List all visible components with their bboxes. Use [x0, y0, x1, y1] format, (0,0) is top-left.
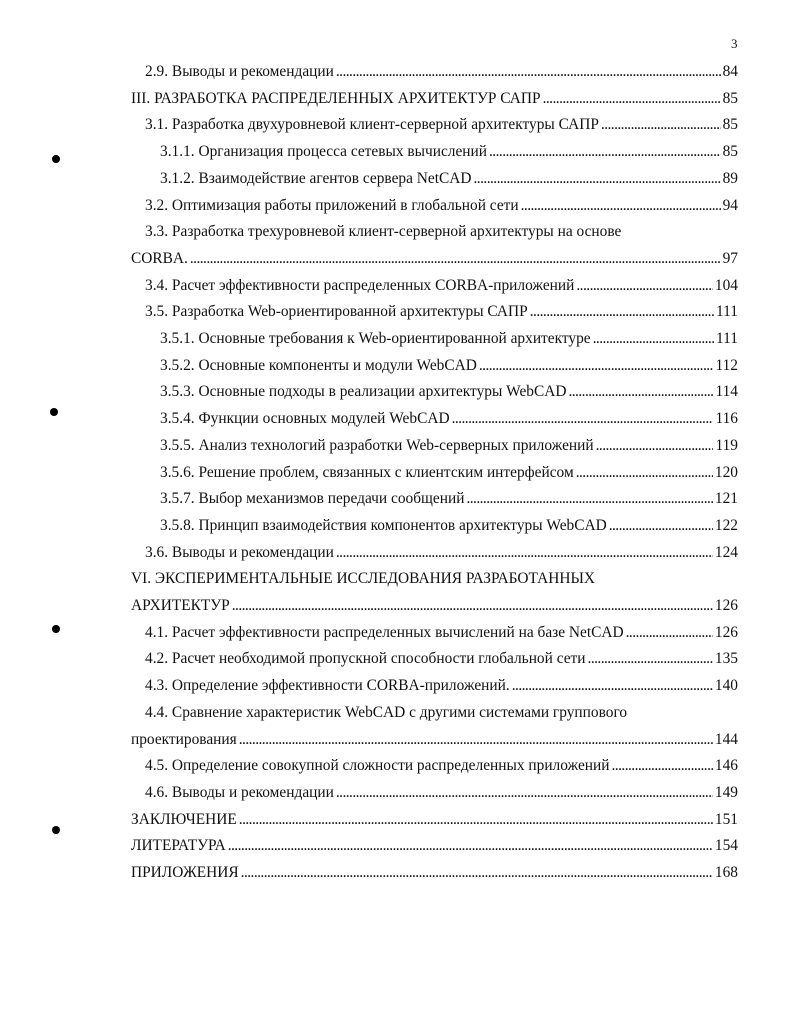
toc-entry-first-line: 4.4. Сравнение характеристик WebCAD с другими системами группового — [145, 703, 628, 721]
toc-entry[interactable] — [160, 356, 738, 376]
dot-leader — [479, 356, 714, 376]
toc-entry[interactable] — [160, 436, 738, 456]
toc-entry-page: 89 — [722, 169, 738, 187]
toc-entry-title: 3.1.2. Взаимодействие агентов сервера NetCAD — [160, 169, 472, 187]
toc-entry-title: АРХИТЕКТУР — [131, 597, 230, 614]
dot-leader — [232, 596, 713, 616]
toc-entry[interactable] — [145, 756, 738, 776]
toc-entry-page: 114 — [715, 383, 738, 401]
toc-entry-title: ПРИЛОЖЕНИЯ — [131, 864, 239, 881]
toc-entry[interactable] — [160, 142, 738, 162]
toc-entry-page: 168 — [714, 864, 738, 881]
toc-entry-first-line: VI. ЭКСПЕРИМЕНТАЛЬНЫЕ ИССЛЕДОВАНИЯ РАЗРАБОТАННЫХ — [131, 570, 596, 588]
dot-leader — [576, 463, 713, 483]
toc-entry[interactable] — [131, 89, 738, 109]
toc-entry[interactable] — [160, 329, 738, 349]
toc-entry[interactable] — [160, 169, 738, 189]
toc-entry-title: III. РАЗРАБОТКА РАСПРЕДЕЛЕННЫХ АРХИТЕКТУР САПР — [131, 89, 541, 107]
toc-entry-title: 3.5.8. Принцип взаимодействия компонентов архитектуры WebCAD — [160, 516, 607, 534]
toc-entry[interactable] — [145, 115, 738, 135]
toc-entry-page: 104 — [714, 276, 738, 294]
toc-entry-page: 94 — [722, 196, 738, 214]
toc-entry[interactable] — [131, 810, 738, 830]
dot-leader — [626, 623, 713, 643]
dot-leader — [452, 409, 714, 429]
dot-leader — [521, 196, 721, 216]
dot-leader — [596, 436, 714, 456]
toc-entry[interactable] — [145, 543, 738, 563]
dot-leader — [466, 489, 712, 509]
toc-entry-page: 85 — [722, 143, 738, 161]
toc-entry[interactable] — [145, 623, 738, 643]
toc-entry-page: 124 — [714, 543, 738, 561]
dot-leader — [601, 115, 721, 135]
toc-entry-title: 4.3. Определение эффективности CORBA-приложений. — [145, 677, 510, 695]
toc-entry-page: 144 — [714, 730, 738, 748]
toc-entry-page: 146 — [714, 757, 738, 775]
dot-leader — [612, 756, 713, 776]
dot-leader — [568, 382, 713, 402]
toc-entry[interactable] — [145, 62, 738, 82]
toc-entry-title: 4.5. Определение совокупной сложности распределенных приложений — [145, 757, 610, 775]
dot-leader — [593, 329, 714, 349]
toc-entry[interactable] — [145, 676, 738, 696]
toc-entry[interactable] — [145, 783, 738, 803]
punch-hole-mark — [52, 625, 60, 633]
toc-entry-page: 112 — [715, 356, 738, 374]
toc-entry[interactable] — [160, 463, 738, 483]
toc-entry-page: 84 — [722, 63, 738, 80]
toc-entry-title: проектирования — [131, 730, 237, 748]
toc-entry-title: 3.1. Разработка двухуровневой клиент-серверной архитектуры САПР — [145, 116, 599, 134]
toc-entry[interactable] — [145, 196, 738, 216]
dot-leader — [543, 89, 721, 109]
toc-entry-page: 126 — [714, 623, 738, 641]
dot-leader — [588, 649, 713, 669]
dot-leader — [530, 302, 714, 322]
toc-entry-page: 121 — [714, 490, 738, 508]
dot-leader — [241, 863, 713, 883]
toc-entry-page: 116 — [715, 410, 738, 428]
toc-entry-title: 3.4. Расчет эффективности распределенных CORBA-приложений — [145, 276, 575, 294]
toc-entry-title: 3.2. Оптимизация работы приложений в глобальной сети — [145, 196, 519, 214]
toc-entry-title: 3.6. Выводы и рекомендации — [145, 543, 334, 561]
toc-entry[interactable] — [131, 596, 738, 616]
toc-entry-page: 135 — [714, 650, 738, 668]
toc-entry-page: 154 — [714, 837, 738, 855]
toc-entry-page: 111 — [716, 303, 738, 321]
toc-entry-page: 140 — [714, 677, 738, 695]
toc-entry-title: 4.6. Выводы и рекомендации — [145, 783, 334, 801]
toc-entry[interactable] — [145, 276, 738, 296]
toc-entry-title: 3.5.4. Функции основных модулей WebCAD — [160, 410, 450, 428]
toc-entry-title: 3.5.2. Основные компоненты и модули WebCAD — [160, 356, 477, 374]
toc-entry-page: 120 — [714, 463, 738, 481]
toc-entry[interactable] — [131, 836, 738, 856]
toc-entry[interactable] — [160, 409, 738, 429]
dot-leader — [228, 836, 713, 856]
toc-entry-title: 3.1.1. Организация процесса сетевых вычислений — [160, 143, 488, 161]
dot-leader — [239, 810, 713, 830]
toc-entry-title: 3.5.6. Решение проблем, связанных с клиентским интерфейсом — [160, 463, 574, 481]
toc-entry-page: 85 — [722, 89, 738, 107]
toc-entry[interactable] — [160, 489, 738, 509]
dot-leader — [336, 783, 713, 803]
punch-hole-mark — [52, 155, 60, 163]
dot-leader — [190, 249, 721, 269]
dot-leader — [336, 543, 713, 563]
dot-leader — [489, 142, 721, 162]
dot-leader — [474, 169, 721, 189]
toc-entry-title: CORBA. — [131, 249, 188, 267]
toc-entry[interactable] — [131, 249, 738, 269]
toc-entry-page: 151 — [714, 810, 738, 828]
dot-leader — [512, 676, 713, 696]
page-number: 3 — [731, 36, 738, 51]
toc-entry[interactable] — [131, 730, 738, 750]
toc-entry-title: 4.1. Расчет эффективности распределенных вычислений на базе NetCAD — [145, 623, 624, 641]
toc-entry-first-line: 3.3. Разработка трехуровневой клиент-серверной архитектуры на основе — [145, 223, 622, 241]
toc-entry-page: 122 — [714, 516, 738, 534]
toc-entry-title: 3.5. Разработка Web-ориентированной архитектуры САПР — [145, 303, 528, 321]
toc-entry-title: 4.2. Расчет необходимой пропускной способности глобальной сети — [145, 650, 586, 668]
toc-entry-title: 3.5.5. Анализ технологий разработки Web-серверных приложений — [160, 436, 594, 454]
toc-entry-page: 119 — [715, 436, 738, 454]
punch-hole-mark — [52, 826, 60, 834]
toc-entry-title: ЗАКЛЮЧЕНИЕ — [131, 810, 237, 828]
toc-entry-page: 149 — [714, 783, 738, 801]
toc-entry-page: 111 — [716, 330, 738, 347]
toc-entry-page: 97 — [722, 249, 738, 267]
dot-leader — [576, 276, 713, 296]
toc-entry[interactable] — [160, 516, 738, 536]
toc-entry-title: 3.5.3. Основные подходы в реализации архитектуры WebCAD — [160, 383, 567, 401]
dot-leader — [239, 730, 713, 750]
toc-entry[interactable] — [131, 863, 738, 883]
toc-entry[interactable] — [145, 302, 738, 322]
toc-entry[interactable] — [160, 382, 738, 402]
punch-hole-mark — [50, 408, 58, 416]
toc-entry-page: 126 — [714, 597, 738, 614]
toc-entry-title: 2.9. Выводы и рекомендации — [145, 63, 334, 80]
toc-entry[interactable] — [145, 649, 738, 669]
toc-entry-title: 3.5.1. Основные требования к Web-ориентированной архитектуре — [160, 330, 591, 347]
toc-entry-title: ЛИТЕРАТУРА — [131, 837, 226, 855]
toc-entry-title: 3.5.7. Выбор механизмов передачи сообщений — [160, 490, 465, 508]
dot-leader — [609, 516, 713, 536]
dot-leader — [336, 62, 721, 82]
toc-entry-page: 85 — [722, 116, 738, 134]
